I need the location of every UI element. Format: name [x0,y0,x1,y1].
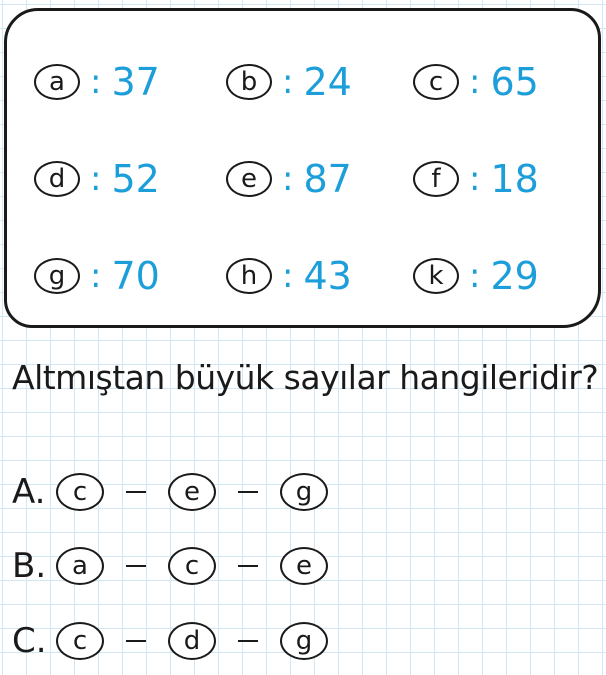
colon: : [469,256,481,296]
letter-circle: c [413,64,459,100]
choice-circle: a [56,547,104,585]
item-value: 52 [111,157,160,201]
colon: : [469,62,481,102]
item-h [226,254,352,298]
colon: : [469,159,481,199]
option-b[interactable] [12,546,328,586]
choice-circle: c [168,547,216,585]
item-value: 24 [303,60,352,104]
item-b [226,60,352,104]
item-k [413,254,539,298]
item-f [413,157,539,201]
colon: : [90,159,102,199]
letter-circle: d [34,161,80,197]
item-value: 37 [111,60,160,104]
item-value: 43 [303,254,352,298]
option-a[interactable] [12,472,328,512]
item-g [34,254,160,298]
colon: : [90,256,102,296]
option-label: B. [12,546,47,586]
choice-circle: d [168,622,216,660]
item-e [226,157,352,201]
colon: : [282,62,294,102]
dash-separator [126,565,146,567]
colon: : [282,159,294,199]
colon: : [90,62,102,102]
letter-circle: a [34,64,80,100]
item-value: 70 [111,254,160,298]
dash-separator [238,491,258,493]
item-c [413,60,539,104]
item-value: 29 [490,254,539,298]
choice-circle: c [56,473,104,511]
choice-circle: g [280,622,328,660]
item-value: 65 [490,60,539,104]
letter-circle: e [226,161,272,197]
item-value: 87 [303,157,352,201]
letter-circle: g [34,258,80,294]
option-label: C. [12,621,47,661]
letter-circle: h [226,258,272,294]
choice-circle: c [56,622,104,660]
option-label: A. [12,472,46,512]
letter-circle: f [413,161,459,197]
dash-separator [126,640,146,642]
colon: : [282,256,294,296]
item-value: 18 [490,157,539,201]
item-d [34,157,160,201]
question-text: Altmıştan büyük sayılar hangileridir? [12,358,599,397]
item-a [34,60,160,104]
option-c[interactable] [12,621,328,661]
choice-circle: g [280,473,328,511]
choice-circle: e [168,473,216,511]
dash-separator [238,640,258,642]
dash-separator [126,491,146,493]
letter-circle: b [226,64,272,100]
dash-separator [238,565,258,567]
choice-circle: e [280,547,328,585]
letter-circle: k [413,258,459,294]
